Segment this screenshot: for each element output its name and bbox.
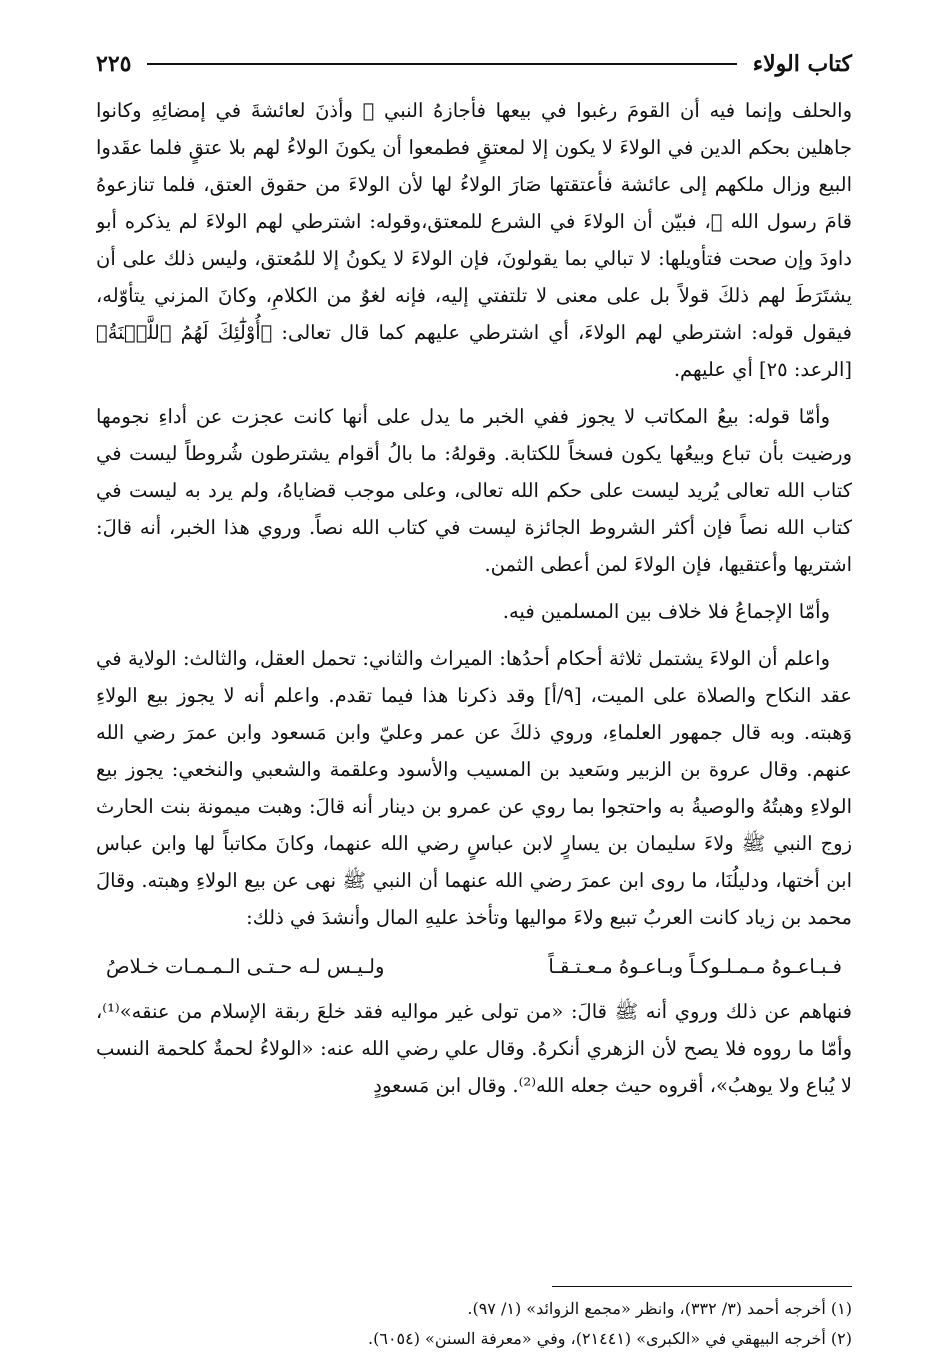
paragraph-5: فنهاهم عن ذلك وروي أنه ﷺ قالَ: «من تولى غير مواليه فقد خلعَ ربقة الإسلام من عنقه»⁽¹⁾، وأمّا ما رووه فلا يصح لأن الزهري أنكرهُ. وقال علي رضي الله عنه: «الولاءُ لحمةٌ كلحمة النسب لا يُباع ولا يوهبُ»، أقروه حيث جعله الله⁽²⁾. وقال ابن مَسعودٍ: [96, 1000, 852, 1097]
verse-first-hemistich: فـبـاعـوهُ مـمـلـوكـاً وبـاعـوهُ مـعـتـقـاً: [548, 955, 842, 978]
chapter-title: كتاب الولاء: [752, 51, 852, 77]
footnote-1: (١) أخرجه أحمد (٣/ ٣٣٢)، وانظر «مجمع الزوائد» (١/ ٩٧).: [467, 1299, 852, 1318]
footnote-2: (٢) أخرجه البيهقي في «الكبرى» (٢١٤٤١)، وفي «معرفة السنن» (٦٠٥٤).: [368, 1329, 852, 1348]
page-header: [96, 44, 852, 84]
paragraph-1: والحلف وإنما فيه أن القومَ رغبوا في بيعها فأجازهُ النبي ﷺ وأذنَ لعائشةَ في إمضائِهِ وكانوا جاهلين بحكم الدين في الولاءَ لا يكون إلا لمعتقٍ فطمعوا أن يكونَ الولاءُ لهم بلا عتقٍ فلما عقَدوا البيع وزال ملكهم إلى عائشة فأعتقتها صَارَ الولاءُ لها لأن الولاءَ من حقوق العتق، فلما تنازعوهُ قامَ رسول الله ﷺ، فبيّن أن الولاءَ في الشرع للمعتق،وقوله: اشترطي لهم الولاءَ لم يذكره أبو داودَ وإن صحت فتأويلها: لا تبالي بما يقولونَ، فإن الولاءَ لا يكونُ إلا للمُعتق، وليس ذلك على أن يشتَرَطَ لهم ذلكَ قولاً بل على معنى لا تلتفتي إليه، فإنه لغوٌ من الكلامِ، وكانَ المزني يتأوّله، فيقول قوله: اشترطي لهم الولاءَ، أي اشترطي عليهم كما قال تعالى: ﴿أُوْلَٰٓئِكَ لَهُمُ ٱللَّعۡنَةُ﴾ [الرعد: ٢٥] أي عليهم.: [96, 99, 852, 381]
paragraph-3: وأمّا الإجماعُ فلا خلاف بين المسلمين فيه.: [502, 600, 830, 623]
paragraph-4: واعلم أن الولاءَ يشتمل ثلاثة أحكام أحدُها: الميراث والثاني: تحمل العقل، والثالث: الولاية في عقد النكاح والصلاة على الميت، [٩/أ] وقد ذكرنا هذا فيما تقدم. واعلم أنه لا يجوز بيع الولاءِ وَهبته. وبه قال جمهور العلماءِ، وروي ذلكَ عن عمر وعليّ وابن مَسعود وابن عمرَ رضي الله عنهم. وقال عروة بن الزبير وسَعيد بن المسيب والأسود وعلقمة والشعبي والنخعي: يجوز بيع الولاءِ وهبتُهُ والوصيةُ به واحتجوا بما روي عن عمرو بن دينار أنه قالَ: وهبت ميمونة بنت الحارث زوج النبي ﷺ ولاءَ سليمان بن يسارٍ لابن عباسٍ رضي الله عنهما، وكانَ مكاتباً لها وابن عباس ابن أختها، ودليلُنَا، ما روى ابن عمرَ رضي الله عنهما أن النبي ﷺ نهى عن بيع الولاءِ وهبته. وقالَ محمد بن زياد كانت العربُ تبيع ولاءَ مواليها وتأخذ عليهِ المال وأنشدَ في ذلك:: [96, 647, 852, 929]
body-text: [96, 92, 852, 1242]
footnotes: [96, 1294, 852, 1354]
page-number: ٢٢٥: [96, 51, 132, 77]
paragraph-2: وأمّا قوله: بيعُ المكاتب لا يجوز ففي الخبر ما يدل على أنها كانت عجزت عن أداءِ نجومها ورضيت بأن تباع وبيعُها يكون فسخاً للكتابة. وقولهُ: ما بالُ أقوام يشترطون شُروطاً ليست في كتاب الله تعالى يُريد ليست على حكم الله تعالى، وعلى موجب قضاياهُ، ولم يرد به ليست في كتاب الله نصاً فإن أكثر الشروط الجائزة ليست في كتاب الله نصاً. وروي هذا الخبر، أنه قالَ: اشتريها وأعتقيها، فإن الولاءَ لمن أعطى الثمن.: [96, 405, 852, 576]
poetry-verse: [96, 946, 852, 993]
verse-second-hemistich: ولـيـس لـه حـتـى الـمـمـات خـلاصُ: [106, 955, 385, 978]
header-rule: [147, 63, 736, 65]
footnote-separator: [552, 1286, 852, 1287]
